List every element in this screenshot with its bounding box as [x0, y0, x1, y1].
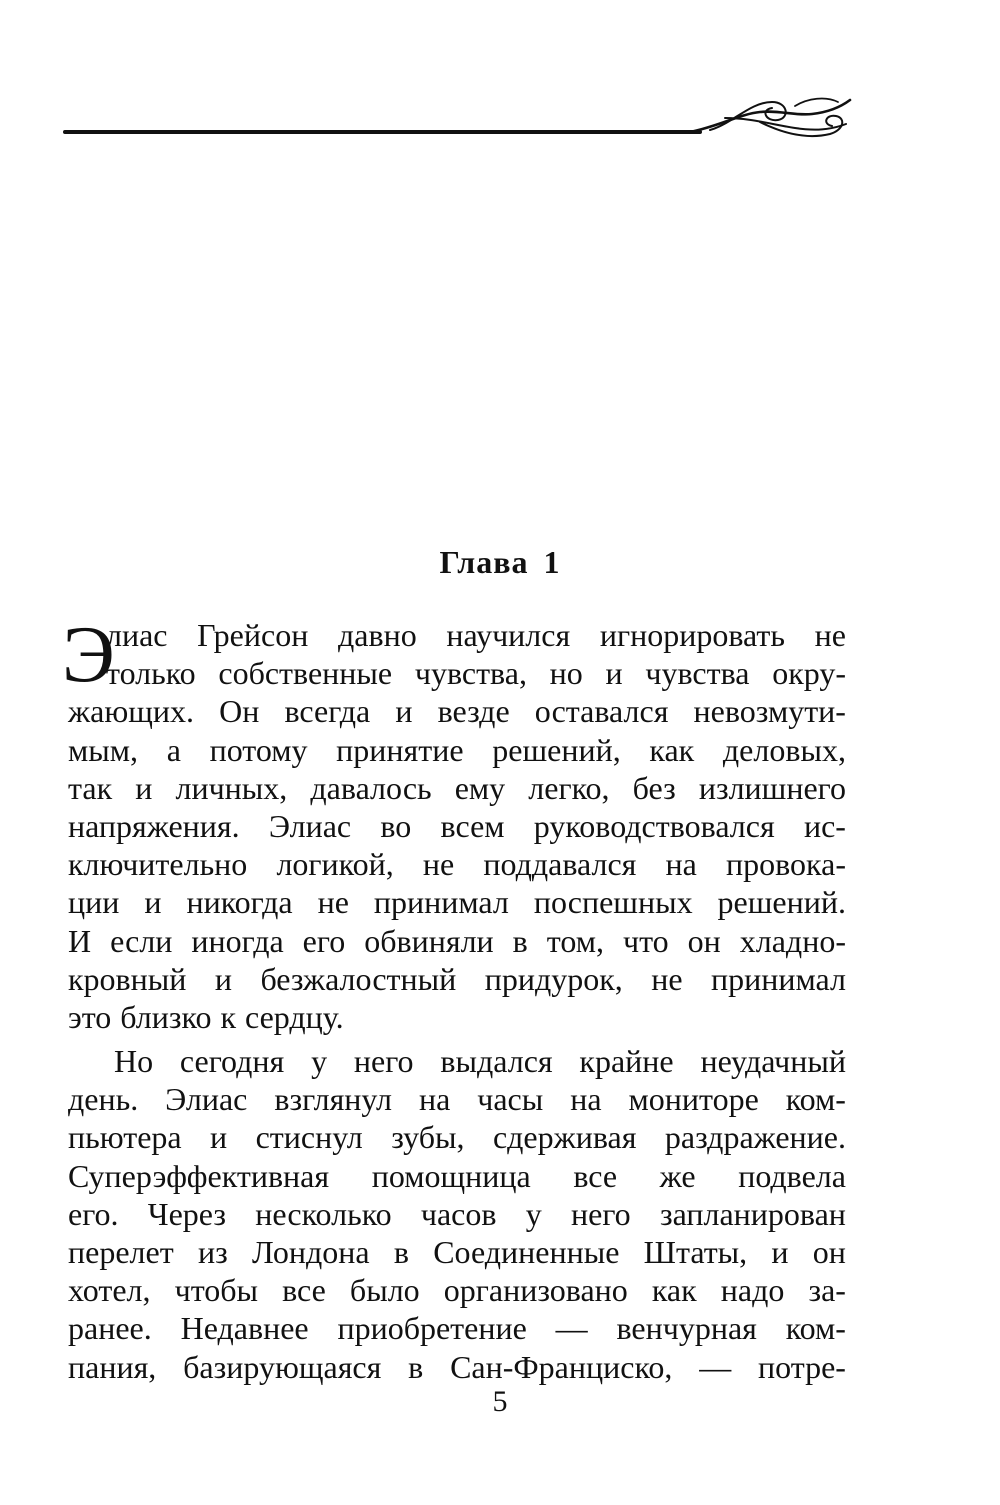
word: несколько — [255, 1195, 392, 1232]
word: Элиас — [165, 1081, 248, 1118]
word: на — [665, 846, 697, 883]
word: и — [605, 655, 623, 692]
page-number: 5 — [492, 1385, 508, 1418]
word: мым, — [68, 731, 138, 768]
text-line — [68, 1348, 846, 1386]
word: провока- — [726, 846, 846, 883]
word: часов — [420, 1195, 497, 1232]
word: без — [632, 769, 676, 806]
line-text — [68, 1118, 846, 1156]
word: же — [659, 1157, 696, 1194]
word: логикой, — [276, 846, 394, 883]
word: день. — [68, 1081, 139, 1118]
word: все — [573, 1157, 618, 1194]
text-line — [68, 998, 846, 1036]
flourish-divider-icon — [60, 88, 860, 144]
line-text — [68, 692, 846, 730]
word: сегодня — [179, 1043, 285, 1080]
text-line — [68, 922, 846, 960]
text-line — [68, 1233, 846, 1271]
word: деловых, — [722, 731, 846, 768]
line-text — [68, 845, 846, 883]
word: — — [699, 1348, 732, 1385]
word: приобретение — [337, 1310, 527, 1347]
word: и — [771, 1234, 789, 1270]
word: как — [649, 731, 695, 768]
word: он — [687, 922, 721, 959]
word: ции — [68, 884, 120, 921]
word: крайне — [579, 1043, 674, 1080]
line-text — [68, 1195, 846, 1233]
line-text — [68, 1309, 846, 1347]
word: сдерживая — [492, 1119, 637, 1156]
line-text — [68, 1157, 846, 1195]
word: к — [220, 998, 236, 1035]
text-line — [68, 654, 846, 692]
word: обвиняли — [364, 922, 494, 959]
word: собственные — [218, 655, 393, 692]
line-text — [68, 1080, 846, 1118]
word: Элиас — [268, 807, 352, 844]
word: хладно- — [739, 922, 846, 959]
word: руководствовался — [533, 807, 775, 844]
word: Соединенные — [433, 1234, 620, 1270]
word: во — [380, 807, 412, 844]
word: мониторе — [628, 1081, 759, 1118]
text-line — [68, 807, 846, 845]
word: невозмути- — [693, 693, 846, 730]
word: игнорировать — [599, 617, 785, 653]
word: всем — [440, 807, 505, 844]
word: не — [814, 617, 846, 653]
word: раздражение. — [664, 1119, 846, 1156]
word: так — [68, 769, 113, 806]
word: напряжения. — [68, 807, 240, 844]
line-text — [68, 1348, 846, 1386]
word: на — [418, 1081, 451, 1118]
word: взглянул — [274, 1081, 392, 1118]
text-line — [68, 692, 846, 730]
word: он — [812, 1234, 846, 1270]
word: Грейсон — [197, 617, 309, 653]
word: пания, — [68, 1348, 157, 1385]
word: все — [282, 1272, 326, 1309]
text-line — [68, 1157, 846, 1195]
word: не — [651, 960, 683, 997]
word: научился — [446, 617, 571, 653]
line-text — [68, 1233, 846, 1271]
word: иногда — [191, 922, 284, 959]
word: Но — [114, 1043, 154, 1080]
word: том, — [546, 922, 604, 959]
word: не — [317, 884, 349, 921]
word: его — [302, 922, 346, 959]
word: личных, — [175, 769, 288, 806]
word: венчурная — [616, 1310, 757, 1347]
word: за- — [808, 1272, 846, 1309]
word: не — [422, 846, 455, 883]
word: принятие — [336, 731, 464, 768]
word: и — [210, 1119, 228, 1156]
word: стиснул — [255, 1119, 363, 1156]
word: часы — [477, 1081, 544, 1118]
word: Суперэффективная — [68, 1157, 330, 1194]
text-line — [68, 1080, 846, 1118]
word: подвела — [738, 1157, 846, 1194]
text-line — [68, 883, 846, 921]
word: оставался — [534, 693, 669, 730]
word: всегда — [284, 693, 371, 730]
word: потому — [209, 731, 308, 768]
word: окру- — [772, 655, 846, 692]
word: И — [68, 922, 92, 959]
word: пьютера — [68, 1119, 182, 1156]
line-text — [68, 883, 846, 921]
word: хотел, — [68, 1272, 151, 1309]
word: в — [512, 922, 528, 959]
word: это — [68, 998, 112, 1035]
text-line — [68, 769, 846, 807]
word: и — [135, 769, 153, 806]
word: ранее. — [68, 1310, 152, 1347]
word: и — [214, 960, 232, 997]
line-text — [106, 616, 846, 654]
word: ком- — [785, 1310, 846, 1347]
word: у — [311, 1043, 328, 1080]
word: сердцу. — [244, 998, 344, 1035]
word: и — [144, 884, 162, 921]
word: базирующаяся — [183, 1348, 382, 1385]
word: выдался — [440, 1043, 553, 1080]
line-text — [68, 731, 846, 769]
word: а — [166, 731, 181, 768]
word: Штаты, — [643, 1234, 748, 1270]
line-text — [68, 769, 846, 807]
word: везде — [437, 693, 510, 730]
drop-cap: Э — [62, 611, 115, 699]
word: лиас — [106, 617, 168, 653]
word: давалось — [310, 769, 432, 806]
word: его. — [68, 1195, 119, 1232]
word: близко — [120, 998, 212, 1035]
word: решений, — [492, 731, 621, 768]
word: Недавнее — [180, 1310, 309, 1347]
text-line — [68, 845, 846, 883]
word: было — [349, 1272, 420, 1309]
word: зубы, — [391, 1119, 465, 1156]
word: решений. — [717, 884, 846, 921]
word: ключительно — [68, 846, 248, 883]
line-text — [68, 807, 846, 845]
line-text — [68, 922, 846, 960]
chapter-title: Глава 1 — [439, 544, 561, 580]
body-text — [62, 611, 846, 1386]
word: надо — [720, 1272, 785, 1309]
line-text — [68, 998, 846, 1036]
word: ему — [454, 769, 506, 806]
word: если — [110, 922, 173, 959]
word: — — [555, 1310, 588, 1347]
word: чтобы — [174, 1272, 259, 1309]
word: у — [525, 1195, 542, 1232]
word: но — [549, 655, 583, 692]
word: поддавался — [483, 846, 637, 883]
word: ком- — [785, 1081, 846, 1118]
word: придурок, — [484, 960, 623, 997]
word: легко, — [528, 769, 610, 806]
text-line — [68, 1118, 846, 1156]
word: перелет — [68, 1234, 174, 1270]
word: как — [651, 1272, 697, 1309]
word: чувства — [645, 655, 750, 692]
word: в — [393, 1234, 409, 1270]
text-line — [68, 1271, 846, 1309]
word: принимал — [373, 884, 509, 921]
word: запланирован — [659, 1195, 846, 1232]
text-line — [68, 1195, 846, 1233]
word: него — [571, 1195, 631, 1232]
text-line — [68, 1309, 846, 1347]
word: только — [106, 655, 196, 692]
text-line — [68, 960, 846, 998]
word: принимал — [711, 960, 846, 997]
word: на — [570, 1081, 602, 1118]
word: излишнего — [698, 769, 846, 806]
word: организовано — [443, 1272, 628, 1309]
word: поспешных — [533, 884, 693, 921]
word: и — [395, 693, 413, 730]
word: Он — [219, 693, 260, 730]
text-line — [68, 731, 846, 769]
text-line — [68, 1042, 846, 1080]
word: давно — [337, 617, 417, 653]
word: потре- — [758, 1348, 846, 1385]
word: жающих. — [68, 693, 194, 730]
word: никогда — [186, 884, 293, 921]
word: из — [197, 1234, 228, 1270]
word: чувства, — [414, 655, 527, 692]
word: кровный — [68, 960, 187, 997]
word: Через — [147, 1195, 227, 1232]
word: в — [408, 1348, 424, 1385]
word: ис- — [803, 807, 846, 844]
word: безжалостный — [260, 960, 457, 997]
word: Сан-Франциско, — [450, 1348, 673, 1385]
line-text — [68, 960, 846, 998]
word: него — [353, 1043, 414, 1080]
line-text — [68, 1271, 846, 1309]
word: Лондона — [251, 1234, 370, 1270]
word: помощница — [371, 1157, 531, 1194]
word: что — [622, 922, 669, 959]
line-text — [114, 1042, 846, 1080]
line-text — [106, 654, 846, 692]
word: неудачный — [700, 1043, 846, 1080]
